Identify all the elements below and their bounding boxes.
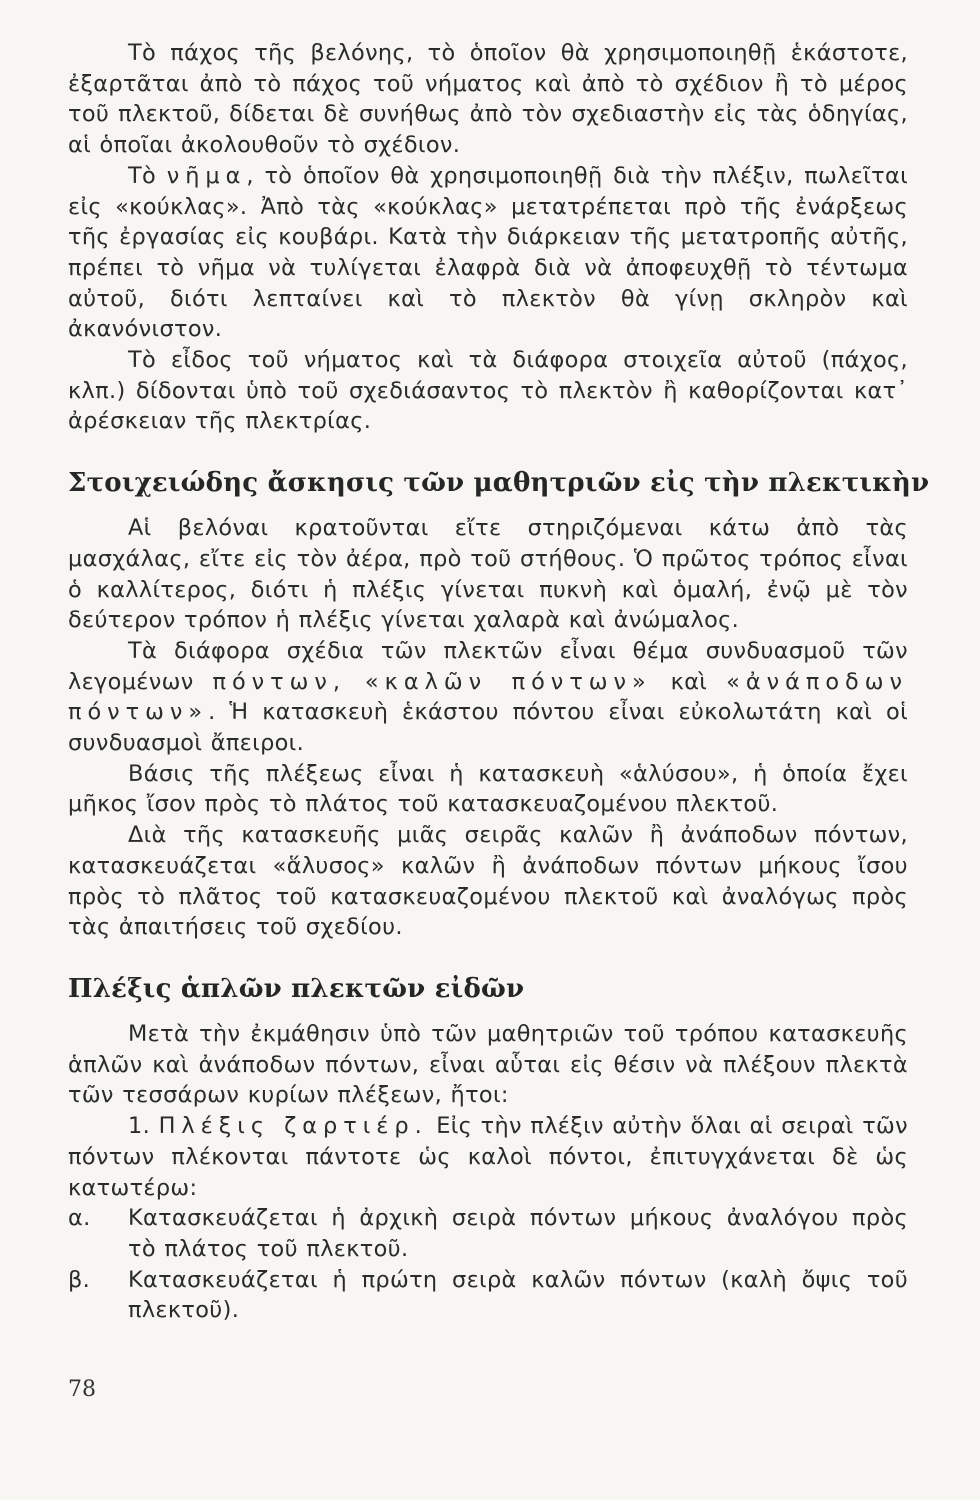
section-title-basic-exercise: Στοιχειώδης ἄσκησις τῶν μαθητριῶν εἰς τὴν πλεκτικὴν	[68, 468, 930, 499]
sub-item-label: α.	[68, 1205, 91, 1232]
sub-item-text: Κατασκευάζεται ἡ πρώτη σειρὰ καλῶν πόντων (καλὴ ὄψις τοῦ πλεκτοῦ).	[128, 1266, 908, 1324]
spaced-term-knit-stitches: «καλῶν πόντων»	[364, 668, 652, 695]
spaced-term-stitches: πόντων,	[212, 668, 347, 695]
page-number: 78	[68, 1377, 96, 1402]
list-item-garter-stitch: 1. Πλέξις ζαρτιέρ. Εἰς τὴν πλέξιν αὐτὴν ὅλαι αἱ σειραὶ τῶν πόντων πλέκονται πάντοτε ὡς καλοὶ πόντοι, ἐπιτυγχάνεται δὲ ὡς κατωτέρω:	[68, 1113, 909, 1201]
sub-item-text: Κατασκευάζεται ἡ ἀρχικὴ σειρὰ πόντων μήκους ἀναλόγου πρὸς τὸ πλάτος τοῦ πλεκτοῦ.	[128, 1205, 908, 1262]
paragraph-stitch-patterns: Τὰ διάφορα σχέδια τῶν πλεκτῶν εἶναι θέμα συνδυασμοῦ τῶν λεγομένων πόντων, «καλῶν πόντων» καὶ «ἀνάποδων πόντων». Ἡ κατασκευὴ ἑκάστου πόντου εἶναι εὐκολωτάτη καὶ οἱ συνδυασμοὶ ἄπειροι.	[68, 637, 908, 757]
sub-item-a	[68, 1203, 908, 1264]
paragraph-chain-construction: Διὰ τῆς κατασκευῆς μιᾶς σειρᾶς καλῶν ἢ ἀνάποδων πόντων, κατασκευάζεται «ἅλυσος» καλῶν ἢ ἀνάποδων πόντων μήκους ἴσου πρὸς τὸ πλᾶτος τοῦ κατασκευαζομένου πλεκτοῦ καὶ ἀναλόγως πρὸς τὰς ἀπαιτήσεις τοῦ σχεδίου.	[68, 822, 908, 941]
paragraph-four-main-knits: Μετὰ τὴν ἐκμάθησιν ὑπὸ τῶν μαθητριῶν τοῦ τρόπου κατασκευῆς ἁπλῶν καὶ ἀνάποδων πόντων, εἶναι αὗται εἰς θέσιν νὰ πλέξουν πλεκτὰ τῶν τεσσάρων κυρίων πλέξεων, ἤτοι:	[68, 1020, 908, 1109]
section-title-simple-knits: Πλέξις ἁπλῶν πλεκτῶν εἰδῶν	[68, 973, 525, 1004]
sub-item-b	[68, 1265, 908, 1326]
spaced-term-nima: νῆμα	[166, 162, 247, 189]
paragraph-yarn: Τὸ νῆμα, τὸ ὁποῖον θὰ χρησιμοποιηθῇ διὰ τὴν πλέξιν, πωλεῖται εἰς «κούκλας». Ἀπὸ τὰς «κούκλας» μετατρέπεται πρὸ τῆς ἐνάρξεως τῆς ἐργασίας εἰς κουβάρι. Κατὰ τὴν διάρκειαν τῆς μετατροπῆς αὐτῆς, πρέπει τὸ νῆμα νὰ τυλίγεται ἐλαφρὰ διὰ νὰ ἀποφευχθῇ τὸ τέντωμα αὐτοῦ, διότι λεπταίνει καὶ τὸ πλεκτὸν θὰ γίνῃ σκληρὸν καὶ ἀκανόνιστον.	[68, 162, 908, 343]
paragraph-yarn-type: Τὸ εἶδος τοῦ νήματος καὶ τὰ διάφορα στοιχεῖα αὐτοῦ (πάχος, κλπ.) δίδονται ὑπὸ τοῦ σχεδιάσαντος τὸ πλεκτὸν ἢ καθορίζονται κατ᾿ ἀρέσκειαν τῆς πλεκτρίας.	[68, 347, 908, 435]
paragraph-holding-needles: Αἱ βελόναι κρατοῦνται εἴτε στηριζόμεναι κάτω ἀπὸ τὰς μασχάλας, εἴτε εἰς τὸν ἀέρα, πρὸ τοῦ στήθους. Ὁ πρῶτος τρόπος εἶναι ὁ καλλίτερος, διότι ἡ πλέξις γίνεται πυκνὴ καὶ ὁμαλή, ἐνῷ μὲ τὸν δεύτερον τρόπον ἡ πλέξις γίνεται χαλαρὰ καὶ ἀνώμαλος.	[68, 515, 908, 634]
spaced-term-garter: Πλέξις ζαρτιέρ.	[158, 1113, 428, 1140]
paragraph-chain-basis: Βάσις τῆς πλέξεως εἶναι ἡ κατασκευὴ «ἁλύσου», ἡ ὁποία ἔχει μῆκος ἴσον πρὸς τὸ πλάτος τοῦ κατασκευαζομένου πλεκτοῦ.	[68, 760, 908, 818]
paragraph-needle-thickness: Τὸ πάχος τῆς βελόνης, τὸ ὁποῖον θὰ χρησιμοποιηθῇ ἑκάστοτε, ἐξαρτᾶται ἀπὸ τὸ πάχος τοῦ νήματος καὶ ἀπὸ τὸ σχέδιον ἢ τὸ μέρος τοῦ πλεκτοῦ, δίδεται δὲ συνήθως ἀπὸ τὸν σχεδιαστὴν εἰς τὰς ὁδηγίας, αἱ ὁποῖαι ἀκολουθοῦν τὸ σχέδιον.	[68, 40, 908, 159]
sub-item-label: β.	[68, 1266, 91, 1293]
spaced-term-purl-stitches: «ἀνάποδων πόντων»	[68, 668, 908, 726]
page-body	[68, 38, 930, 1326]
